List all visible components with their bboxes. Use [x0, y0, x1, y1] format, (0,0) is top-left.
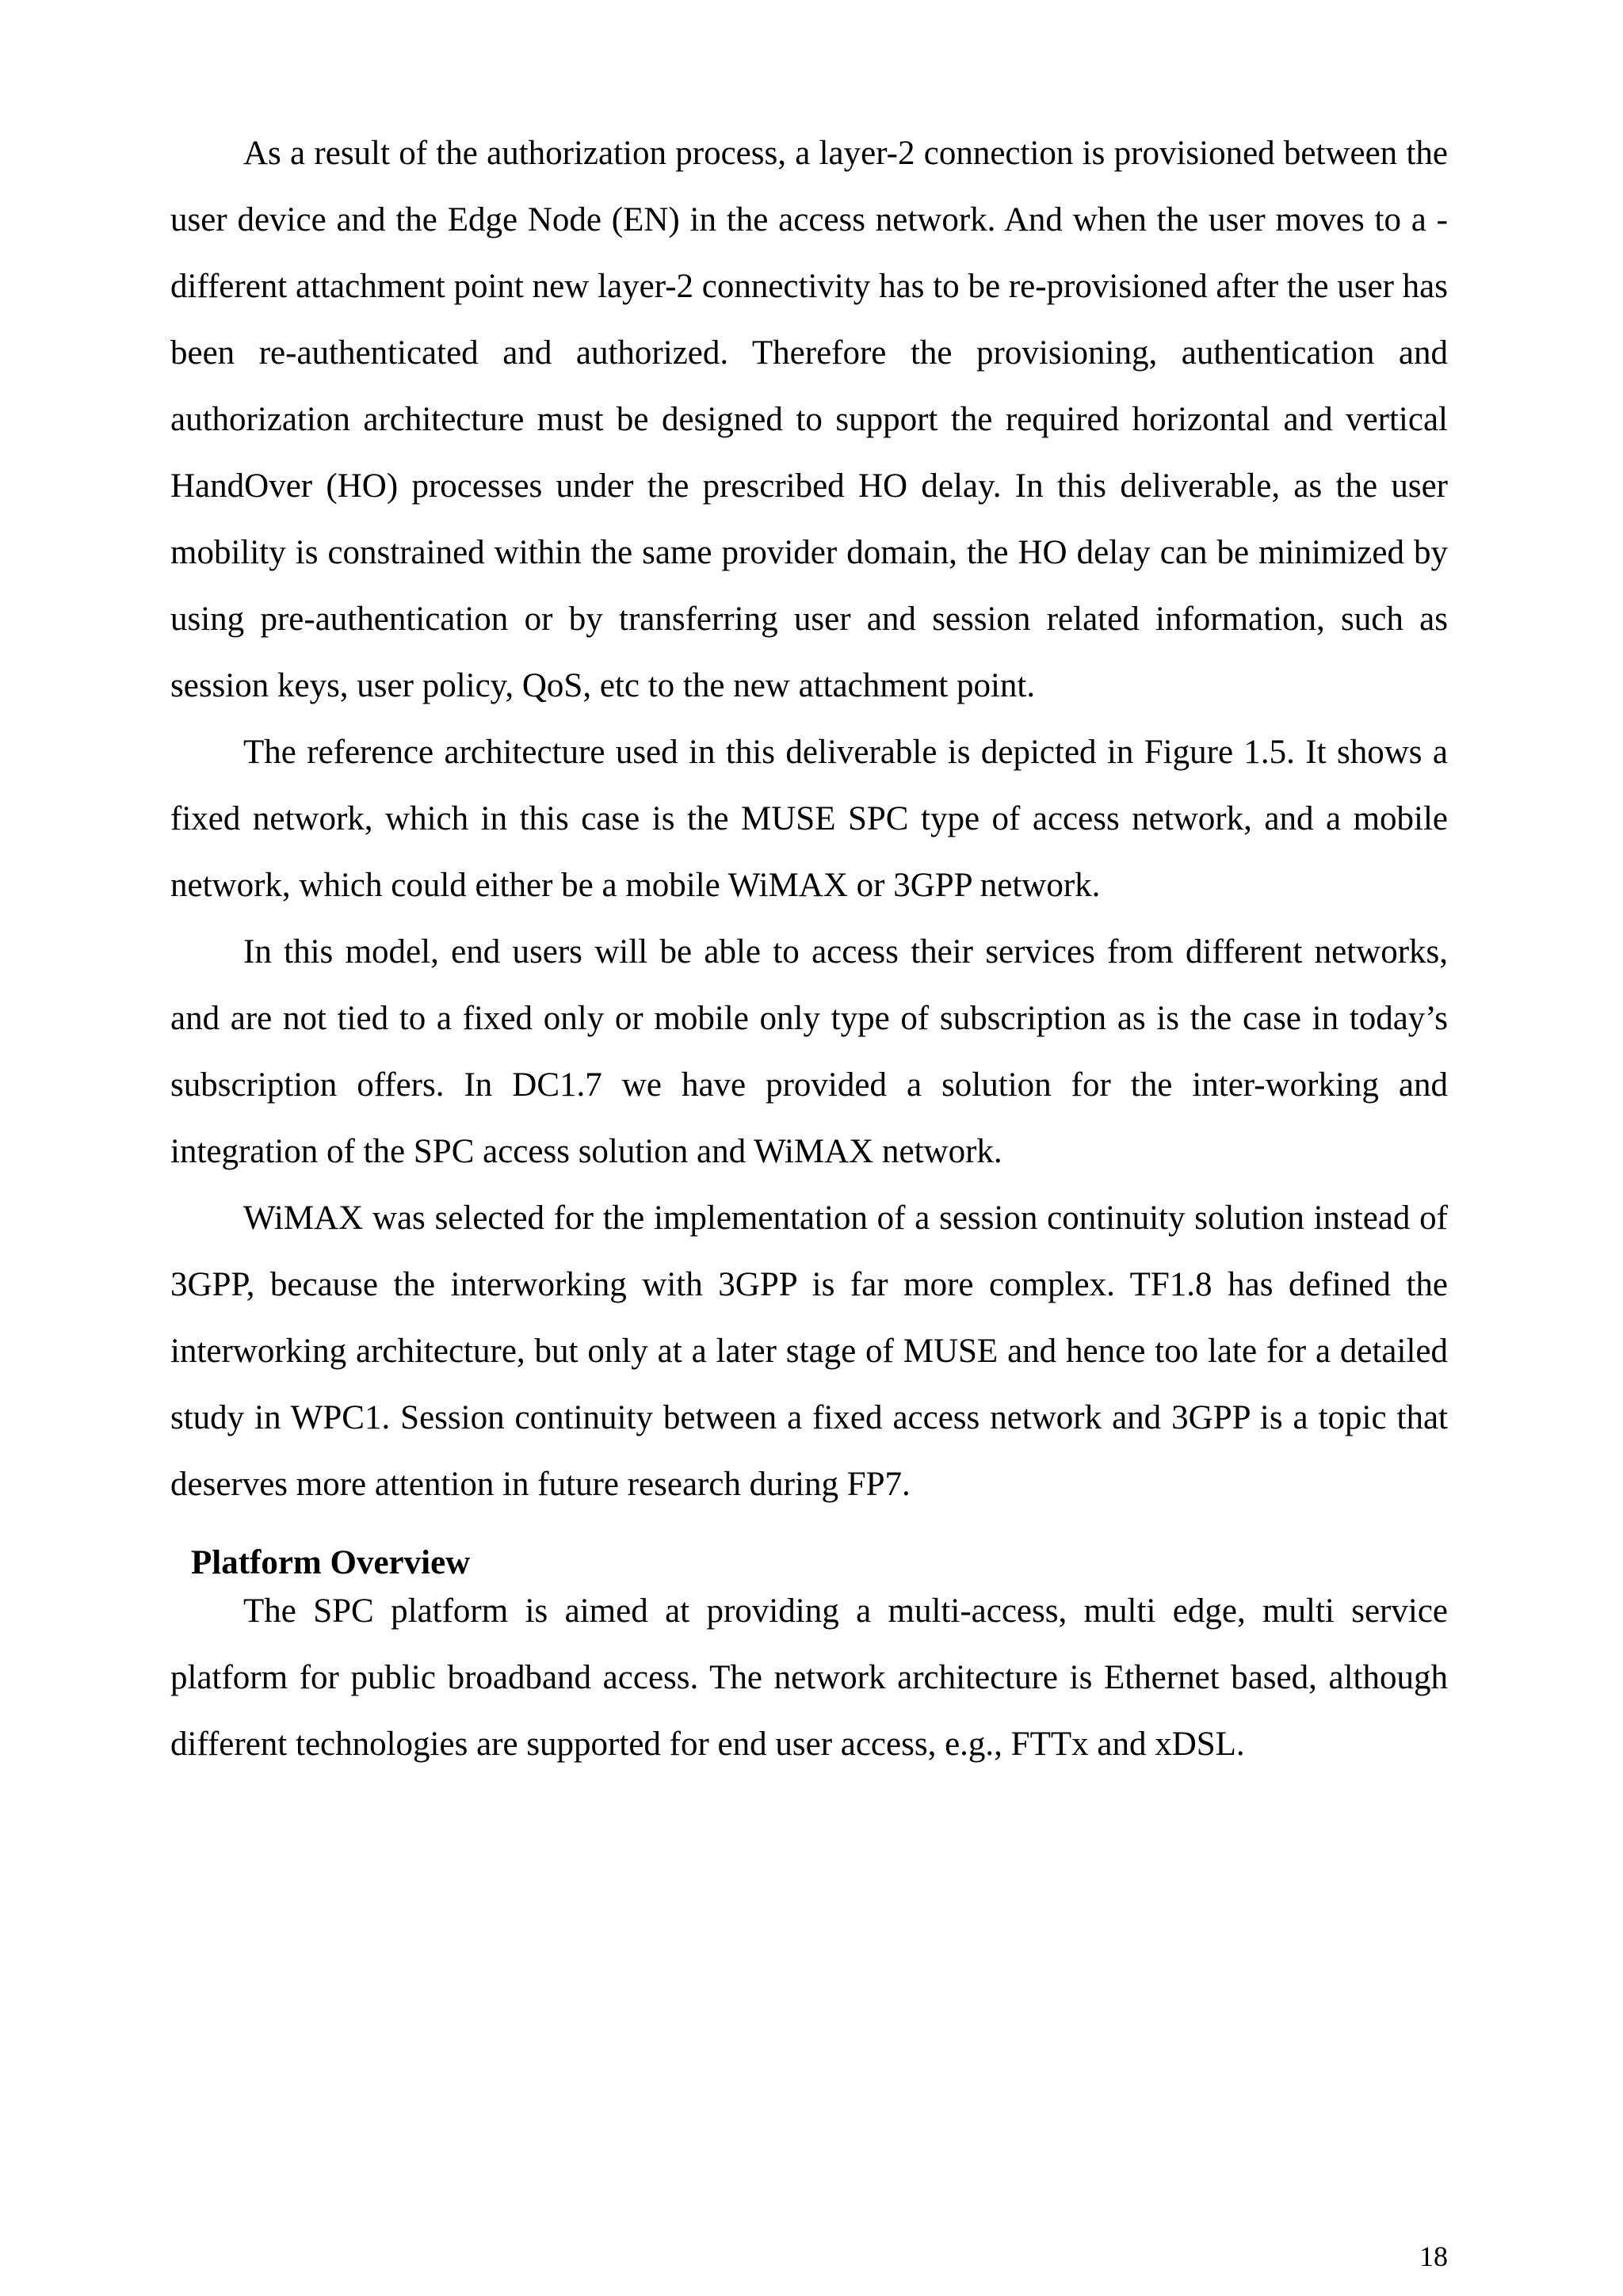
- page-number: 18: [1419, 2241, 1448, 2272]
- paragraph-wimax-selection: WiMAX was selected for the implementation of a session continuity solution instead of 3GPP, because the interworking with 3GPP is far more complex. TF1.8 has defined the interworking architecture, but only at a later stage of MUSE and hence too late for a detailed study in WPC1. Session continuity between a fixed access network and 3GPP is a topic that deserves more attention in future research during FP7.: [170, 1199, 1448, 1503]
- paragraph-reference-architecture: The reference architecture used in this deliverable is depicted in Figure 1.5. It shows a fixed network, which in this case is the MUSE SPC type of access network, and a mobile network, which could either be a mobile WiMAX or 3GPP network.: [170, 734, 1448, 904]
- paragraph-authorization-process: As a result of the authorization process, a layer-2 connection is provisioned between the user device and the Edge Node (EN) in the access network. And when the user moves to a -different attachment point new layer-2 connectivity has to be re-provisioned after the user has been re-authenticated and authorized. Therefore the provisioning, authentication and authorization architecture must be designed to support the required horizontal and vertical HandOver (HO) processes under the prescribed HO delay. In this deliverable, as the user mobility is constrained within the same provider domain, the HO delay can be minimized by using pre-authentication or by transferring user and session related information, such as session keys, user policy, QoS, etc to the new attachment point.: [170, 135, 1448, 704]
- section-heading-platform-overview: Platform Overview: [191, 1544, 471, 1581]
- paragraph-spc-platform: The SPC platform is aimed at providing a multi-access, multi edge, multi service platform for public broadband access. The network architecture is Ethernet based, although different technologies are supported for end user access, e.g., FTTx and xDSL.: [170, 1592, 1448, 1763]
- document-body: [170, 120, 1448, 1778]
- paragraph-end-user-access-model: In this model, end users will be able to access their services from different networks, and are not tied to a fixed only or mobile only type of subscription as is the case in today’s subscription offers. In DC1.7 we have provided a solution for the inter-working and integration of the SPC access solution and WiMAX network.: [170, 933, 1448, 1170]
